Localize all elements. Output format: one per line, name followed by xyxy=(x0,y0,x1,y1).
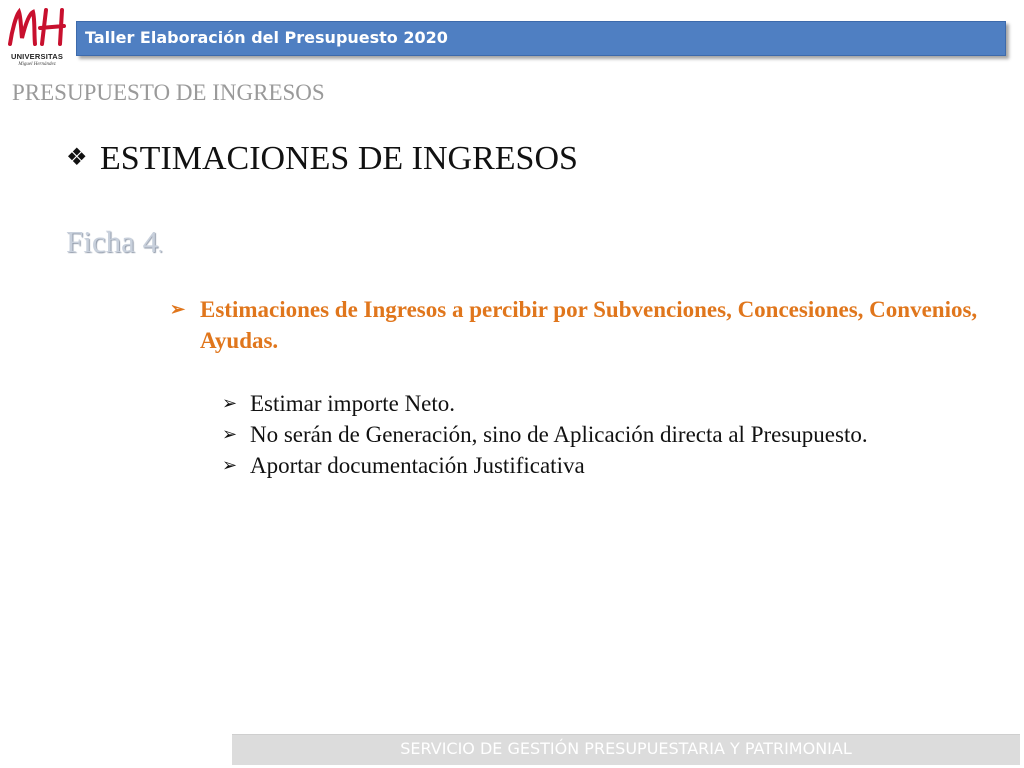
arrow-bullet-icon: ➢ xyxy=(222,393,238,413)
main-title-text: ESTIMACIONES DE INGRESOS xyxy=(100,140,578,177)
footer-text: SERVICIO DE GESTIÓN PRESUPUESTARIA Y PATRIMONIAL xyxy=(400,739,852,758)
bullet-list xyxy=(222,388,1022,481)
mh-logo-icon xyxy=(6,4,68,52)
list-item xyxy=(222,450,1022,481)
section-label: PRESUPUESTO DE INGRESOS xyxy=(12,80,325,105)
list-item-text: Estimar importe Neto. xyxy=(250,391,456,416)
list-item-text: No serán de Generación, sino de Aplicación directa al Presupuesto. xyxy=(250,422,868,447)
university-logo xyxy=(6,4,68,70)
arrow-bullet-icon: ➢ xyxy=(222,424,238,444)
sub-bullet xyxy=(172,294,1012,356)
header-bar xyxy=(76,21,1006,56)
sub-bullet-text: Estimaciones de Ingresos a percibir por Subvenciones, Concesiones, Convenios, Ayudas. xyxy=(200,297,978,353)
header-title: Taller Elaboración del Presupuesto 2020 xyxy=(85,28,448,47)
list-item xyxy=(222,419,1022,450)
logo-name: UNIVERSITAS xyxy=(10,52,64,61)
footer-bar xyxy=(232,734,1020,765)
diamond-bullet-icon: ❖ xyxy=(66,145,88,171)
arrow-bullet-icon: ➢ xyxy=(222,455,238,475)
ficha-label: Ficha 4 xyxy=(66,224,159,259)
main-title xyxy=(66,140,578,178)
ficha-heading xyxy=(66,224,163,260)
list-item-text: Aportar documentación Justificativa xyxy=(250,453,585,478)
list-item xyxy=(222,388,1022,419)
ficha-suffix: . xyxy=(158,236,163,256)
logo-subtitle: Miguel Hernández xyxy=(18,62,56,67)
arrow-bullet-icon: ➢ xyxy=(170,299,186,319)
